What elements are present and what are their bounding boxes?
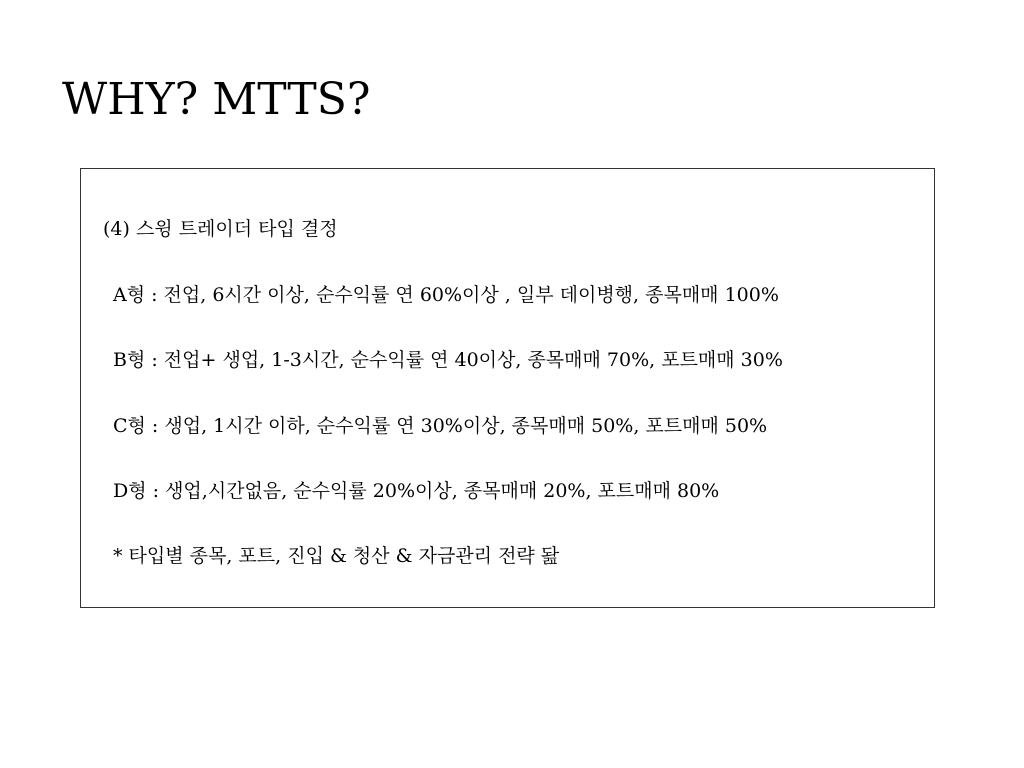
- section-heading: (4) 스윙 트레이더 타입 결정: [103, 218, 338, 240]
- slide-title: WHY? MTTS?: [62, 74, 371, 125]
- type-b-line: B형 : 전업+ 생업, 1-3시간, 순수익률 연 40이상, 종목매매 70%, 포트매매 30%: [113, 349, 783, 371]
- type-c-line: C형 : 생업, 1시간 이하, 순수익률 연 30%이상, 종목매매 50%, 포트매매 50%: [113, 415, 768, 437]
- note-line: * 타입별 종목, 포트, 진입 & 청산 & 자금관리 전략 돮: [113, 545, 560, 567]
- type-d-line: D형 : 생업,시간없음, 순수익률 20%이상, 종목매매 20%, 포트매매 80%: [113, 480, 720, 502]
- type-a-line: A형 : 전업, 6시간 이상, 순수익률 연 60%이상 , 일부 데이병행, 종목매매 100%: [113, 284, 779, 306]
